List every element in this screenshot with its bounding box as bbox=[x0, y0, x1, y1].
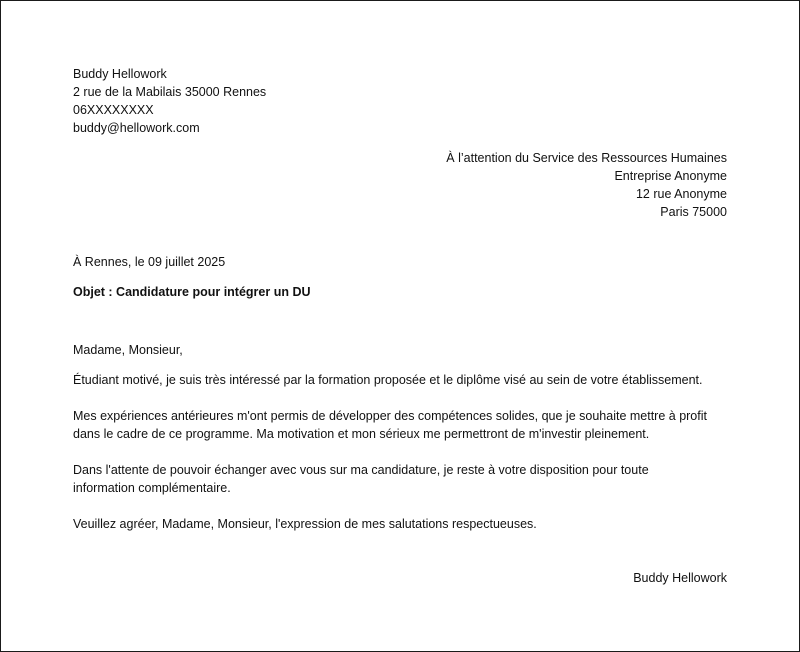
signature: Buddy Hellowork bbox=[633, 571, 727, 585]
salutation: Madame, Monsieur, bbox=[73, 343, 183, 357]
date-line: À Rennes, le 09 juillet 2025 bbox=[73, 255, 226, 269]
sender-email: buddy@hellowork.com bbox=[73, 121, 200, 135]
sender-address: 2 rue de la Mabilais 35000 Rennes bbox=[73, 85, 267, 99]
recipient-attention: À l’attention du Service des Ressources Humaines bbox=[446, 151, 727, 165]
paragraph-3-line-1: Dans l'attente de pouvoir échanger avec vous sur ma candidature, je reste à votre disposition pour toute bbox=[73, 463, 649, 477]
paragraph-2-line-2: dans le cadre de ce programme. Ma motivation et mon sérieux me permettront de m'investir pleinement. bbox=[73, 427, 650, 441]
recipient-street: 12 rue Anonyme bbox=[635, 187, 727, 201]
recipient-company: Entreprise Anonyme bbox=[614, 169, 727, 183]
paragraph-1-line-1: Étudiant motivé, je suis très intéressé par la formation proposée et le diplôme visé au sein de votre établissement. bbox=[73, 373, 703, 387]
sender-block bbox=[73, 65, 266, 137]
recipient-city: Paris 75000 bbox=[660, 205, 727, 219]
sender-name: Buddy Hellowork bbox=[73, 67, 167, 81]
paragraph-4-line-1: Veuillez agréer, Madame, Monsieur, l'expression de mes salutations respectueuses. bbox=[73, 517, 537, 531]
subject-line: Objet : Candidature pour intégrer un DU bbox=[73, 285, 311, 299]
recipient-block bbox=[446, 149, 727, 221]
sender-phone: 06XXXXXXXX bbox=[73, 103, 154, 117]
paragraph-3-line-2: information complémentaire. bbox=[73, 481, 231, 495]
paragraph-2-line-1: Mes expériences antérieures m'ont permis de développer des compétences solides, que je souhaite mettre à profit bbox=[73, 409, 707, 423]
